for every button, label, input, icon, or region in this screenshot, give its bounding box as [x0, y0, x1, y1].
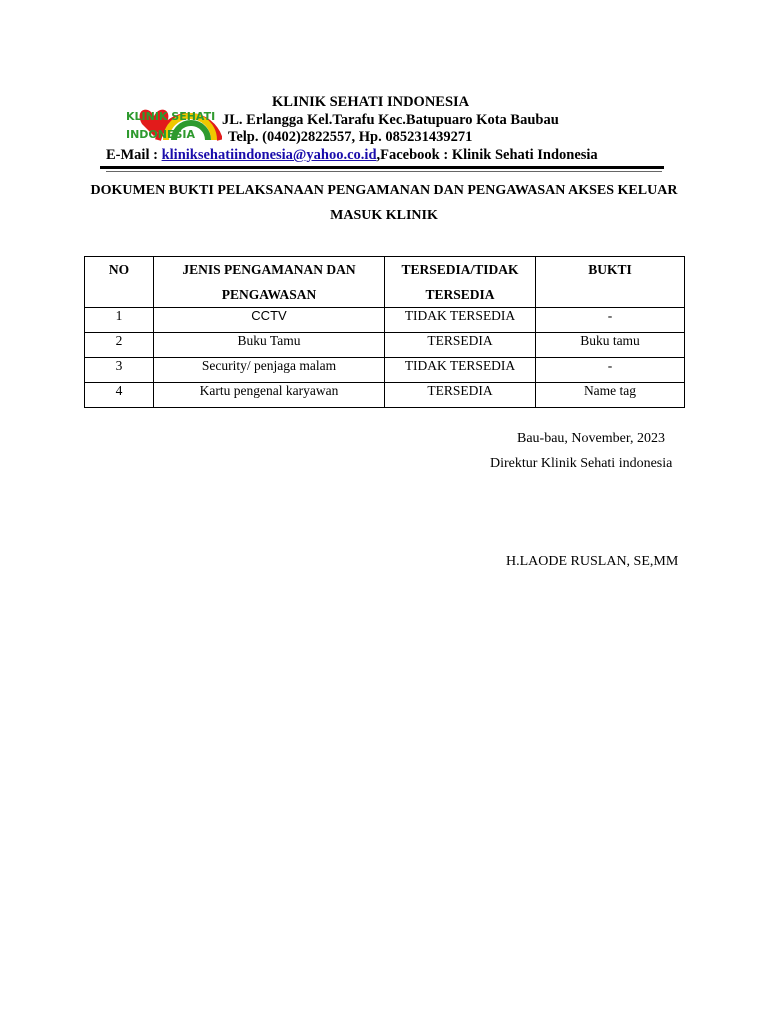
- table-row: [85, 358, 685, 383]
- clinic-address: JL. Erlangga Kel.Tarafu Kec.Batupuaro Kota Baubau: [222, 112, 559, 128]
- table-row: [85, 383, 685, 408]
- table-row: [85, 333, 685, 358]
- col-bukti: BUKTI: [536, 257, 685, 308]
- signature-name: H.LAODE RUSLAN, SE,MM: [506, 554, 679, 569]
- clinic-name: KLINIK SEHATI INDONESIA: [272, 94, 470, 110]
- email-label: E-Mail :: [106, 147, 162, 163]
- clinic-phone: Telp. (0402)2822557, Hp. 085231439271: [228, 129, 473, 145]
- cell-bukti: -: [536, 358, 685, 383]
- cell-bukti: Name tag: [536, 383, 685, 408]
- clinic-contact: [106, 147, 598, 164]
- security-table: [84, 256, 685, 408]
- cell-no: 2: [85, 333, 154, 358]
- cell-status: TIDAK TERSEDIA: [385, 308, 536, 333]
- col-jenis: JENIS PENGAMANAN DAN PENGAWASAN: [154, 257, 385, 308]
- table-header-row: [85, 257, 685, 308]
- col-no: NO: [85, 257, 154, 308]
- cell-no: 1: [85, 308, 154, 333]
- cell-jenis: Kartu pengenal karyawan: [154, 383, 385, 408]
- cell-status: TERSEDIA: [385, 333, 536, 358]
- cell-no: 3: [85, 358, 154, 383]
- facebook-text: ,Facebook : Klinik Sehati Indonesia: [376, 147, 598, 163]
- document-title-line2: MASUK KLINIK: [330, 208, 438, 223]
- cell-jenis: Security/ penjaga malam: [154, 358, 385, 383]
- email-link[interactable]: kliniksehatiindonesia@yahoo.co.id: [161, 147, 377, 163]
- svg-text:INDONESIA: INDONESIA: [126, 128, 196, 141]
- letterhead-divider: [100, 166, 664, 169]
- letterhead-divider-thin: [106, 171, 662, 172]
- table-row: [85, 308, 685, 333]
- cell-bukti: Buku tamu: [536, 333, 685, 358]
- cell-jenis: Buku Tamu: [154, 333, 385, 358]
- signature-place-date: Bau-bau, November, 2023: [517, 431, 665, 446]
- signature-role: Direktur Klinik Sehati indonesia: [490, 456, 673, 471]
- cell-status: TIDAK TERSEDIA: [385, 358, 536, 383]
- col-status: TERSEDIA/TIDAK TERSEDIA: [385, 257, 536, 308]
- cell-status: TERSEDIA: [385, 383, 536, 408]
- cell-no: 4: [85, 383, 154, 408]
- cell-bukti: -: [536, 308, 685, 333]
- document-title-line1: DOKUMEN BUKTI PELAKSANAAN PENGAMANAN DAN PENGAWASAN AKSES KELUAR: [90, 183, 678, 198]
- cell-jenis: CCTV: [154, 308, 385, 333]
- clinic-logo: [124, 80, 222, 144]
- svg-text:KLINIK SEHATI: KLINIK SEHATI: [126, 110, 216, 123]
